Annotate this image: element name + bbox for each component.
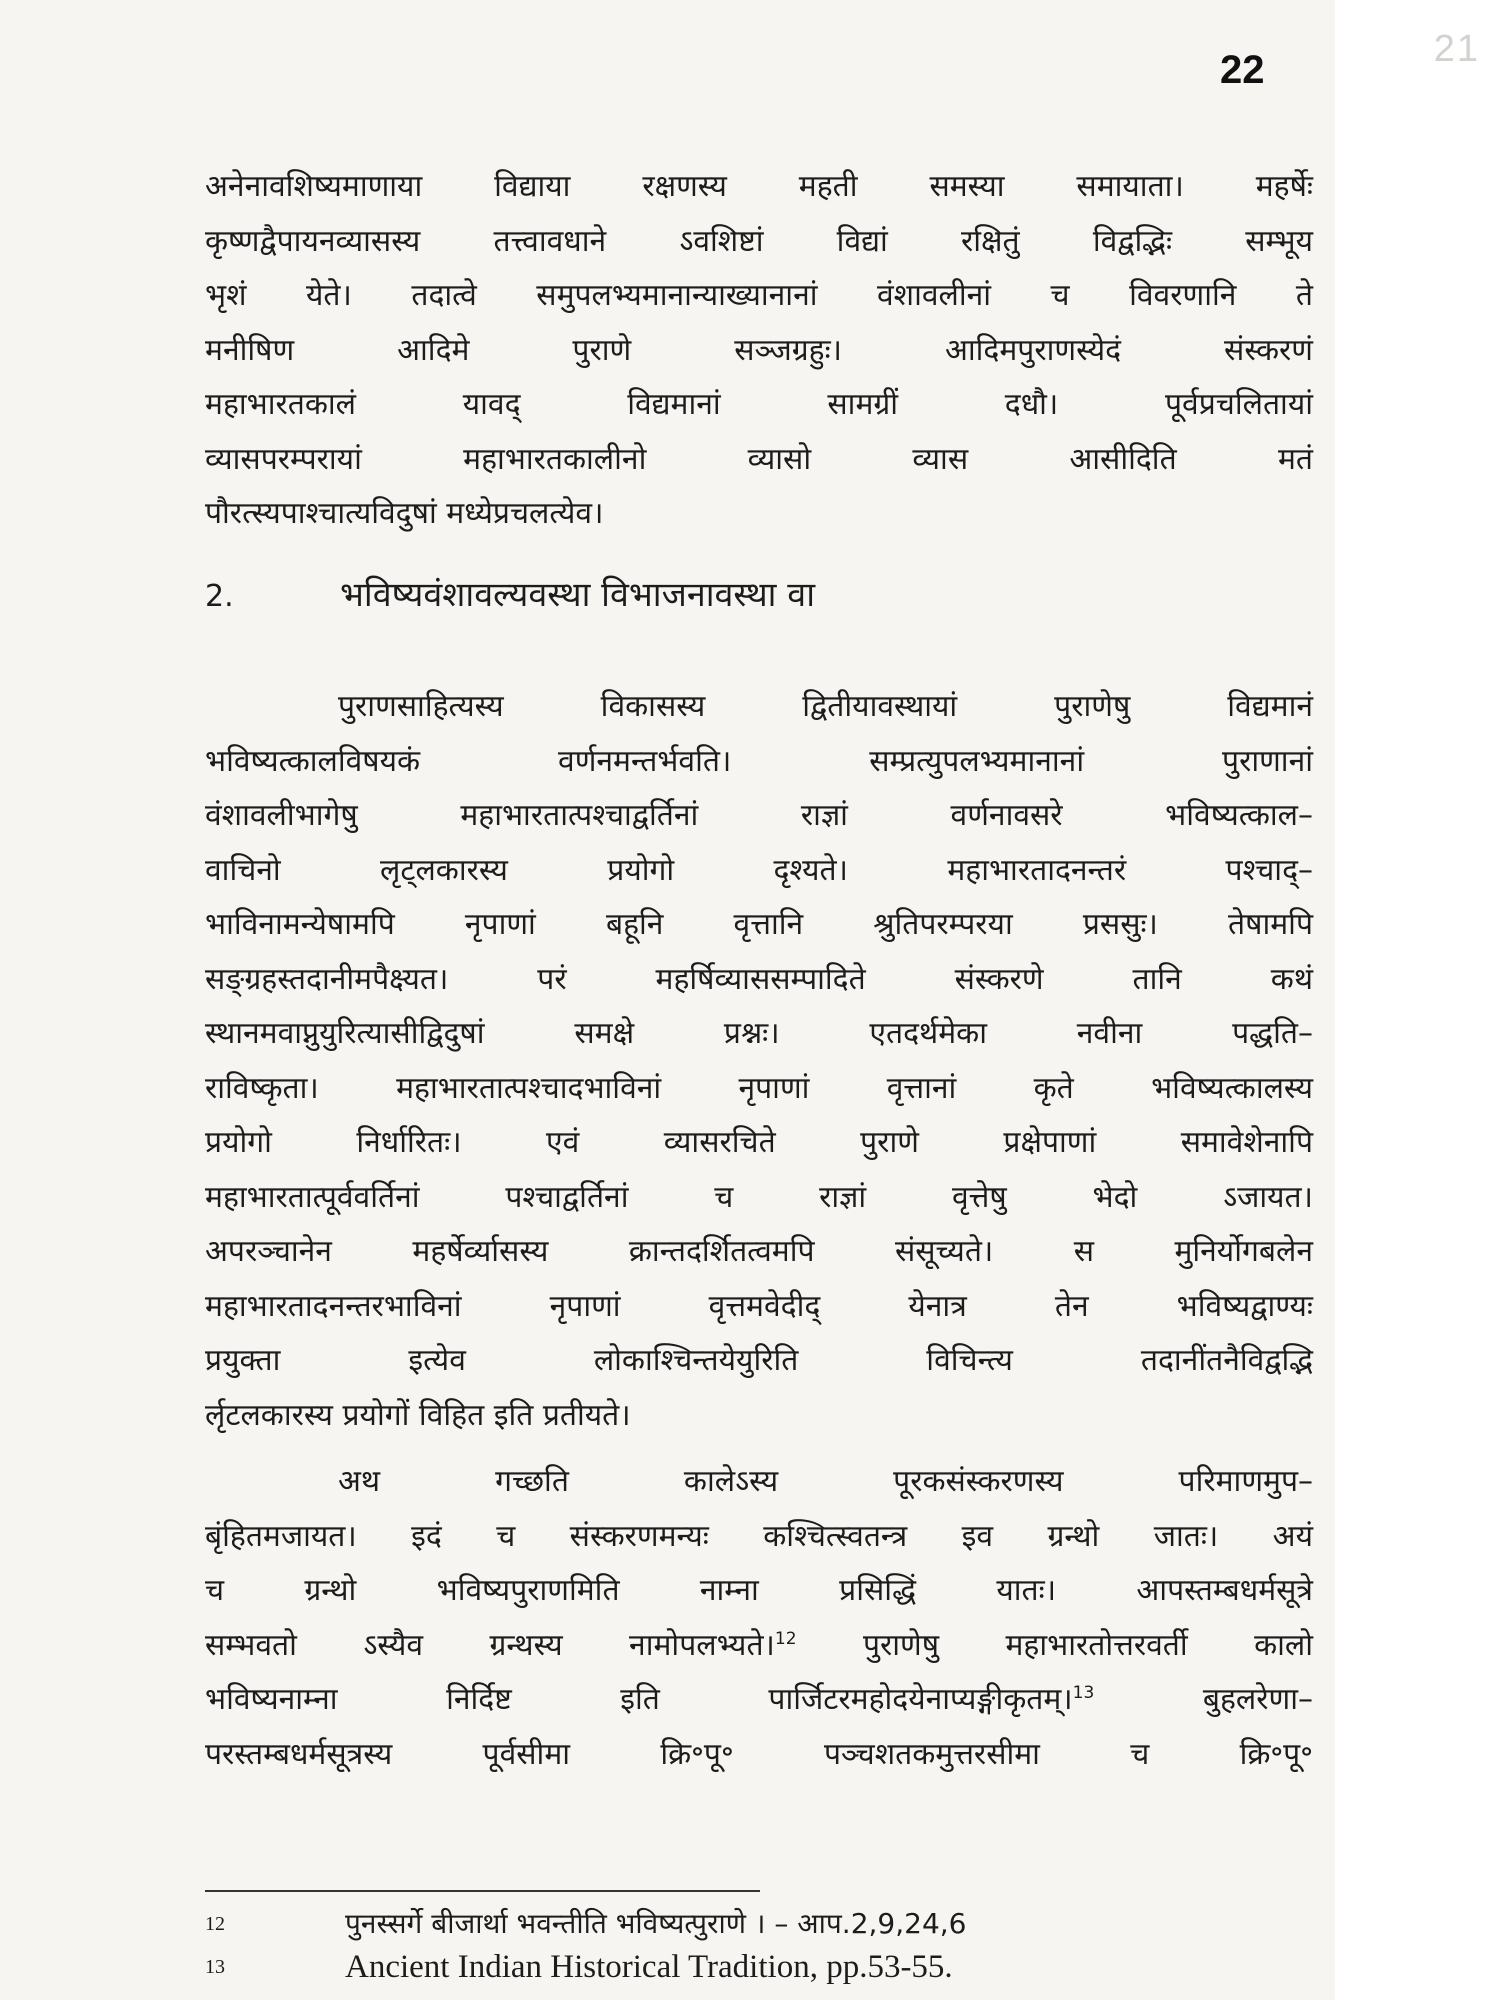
footnote-text: Ancient Indian Historical Tradition, pp.53-55. — [345, 1949, 953, 1985]
footnote-ref-12: 12 — [774, 1628, 797, 1649]
paragraph-1-line: भृशं येते। तदात्वे समुपलभ्यमानान्याख्यानानां वंशावलीनां च विवरणानि ते — [205, 278, 1313, 313]
paragraph-1 — [205, 160, 1313, 542]
paragraph-2-line: महाभारतात्पूर्ववर्तिनां पश्चाद्वर्तिनां च राज्ञां वृत्तेषु भेदो ऽजायत। — [205, 1179, 1313, 1215]
text-run: बुहलरेणा– — [1094, 1682, 1313, 1717]
text-run: भविष्यनाम्ना निर्दिष्ट इति पार्जिटरमहोदयेनाप्यङ्गीकृतम्। — [205, 1682, 1073, 1717]
paragraph-3-line — [205, 1619, 1313, 1674]
paragraph-2-line: राविष्कृता। महाभारतात्पश्चादभाविनां नृपाणां वृत्तानां कृते भविष्यत्कालस्य — [205, 1070, 1313, 1106]
footnote-13 — [205, 1947, 1305, 1988]
paragraph-3-line: परस्तम्बधर्मसूत्रस्य पूर्वसीमा क्रि॰पू॰ पञ्चशतकमुत्तरसीमा च क्रि॰पू॰ — [205, 1736, 1313, 1772]
paragraph-2-line: प्रयुक्ता इत्येव लोकाश्चिन्तयेयुरिति विचिन्त्य तदानींतनैविद्वद्भि — [205, 1343, 1313, 1378]
paragraph-3-line — [205, 1673, 1313, 1728]
section-heading — [205, 565, 815, 627]
paragraph-2-line: स्थानमवाप्नुयुरित्यासीद्विदुषां समक्षे प्रश्नः। एतदर्थमेका नवीना पद्धति– — [205, 1016, 1313, 1051]
paragraph-2-line: सङ्ग्रहस्तदानीमपैक्ष्यत। परं महर्षिव्याससम्पादिते संस्करणे तानि कथं — [205, 961, 1313, 997]
paragraph-3-line: अथ गच्छति कालेऽस्य पूरकसंस्करणस्य परिमाणमुप– — [338, 1464, 1313, 1499]
footnote-number: 13 — [205, 1956, 225, 1978]
paragraph-1-line: कृष्णद्वैपायनव्यासस्य तत्त्वावधाने ऽवशिष्टां विद्यां रक्षितुं विद्वद्भिः सम्भूय — [205, 223, 1313, 259]
paragraph-2-line: अपरञ्चानेन महर्षेर्व्यासस्य क्रान्तदर्शितत्वमपि संसूच्यते। स मुनिर्योगबलेन — [205, 1234, 1313, 1269]
paragraph-2-line: वाचिनो लृट्लकारस्य प्रयोगो दृश्यते। महाभारतादनन्तरं पश्चाद्– — [205, 852, 1313, 888]
paragraph-2-line: महाभारतादनन्तरभाविनां नृपाणां वृत्तमवेदीद् येनात्र तेन भविष्यद्वाण्यः — [205, 1288, 1313, 1324]
paragraph-1-line: व्यासपरम्परायां महाभारतकालीनो व्यासो व्यास आसीदिति मतं — [205, 441, 1313, 477]
paragraph-1-line: मनीषिण आदिमे पुराणे सञ्जग्रहुः। आदिमपुराणस्येदं संस्करणं — [205, 332, 1313, 368]
paragraph-2-line: प्रयोगो निर्धारितः। एवं व्यासरचिते पुराणे प्रक्षेपाणां समावेशेनापि — [205, 1125, 1313, 1160]
section-title: भविष्यवंशावल्यवस्था विभाजनावस्था वा — [340, 575, 816, 615]
page-margin — [1335, 0, 1500, 2000]
footnote-divider — [205, 1890, 760, 1892]
footnote-12 — [205, 1904, 1305, 1944]
paragraph-3-line: बृंहितमजायत। इदं च संस्करणमन्यः कश्चित्स्वतन्त्र इव ग्रन्थो जातः। अयं — [205, 1518, 1313, 1554]
paragraph-1-line: महाभारतकालं यावद् विद्यमानां सामग्रीं दधौ। पूर्वप्रचलितायां — [205, 387, 1313, 422]
text-run: पुराणेषु महाभारतोत्तरवर्ती कालो — [796, 1627, 1313, 1663]
footnote-ref-13: 13 — [1072, 1683, 1095, 1703]
section-number: 2. — [205, 579, 234, 614]
footnote-text: पुनस्सर्गे बीजार्था भवन्तीति भविष्यत्पुराणे । – आप.2,9,24,6 — [345, 1907, 967, 1940]
paragraph-1-line: पौरत्स्यपाश्चात्यविदुषां मध्येप्रचलत्येव। — [205, 496, 604, 531]
paragraph-1-line: अनेनावशिष्यमाणाया विद्याया रक्षणस्य महती समस्या समायाता। महर्षेः — [205, 169, 1313, 204]
paragraph-2-line: भविष्यत्कालविषयकं वर्णनमन्तर्भवति। सम्प्रत्युपलभ्यमानानां पुराणानां — [205, 743, 1313, 779]
paragraph-2-line: र्लृटलकारस्य प्रयोगों विहित इति प्रतीयते। — [205, 1397, 631, 1433]
bleed-through-page-number: 21 — [1433, 28, 1480, 70]
paragraph-3-line: च ग्रन्थो भविष्यपुराणमिति नाम्ना प्रसिद्धिं यातः। आपस्तम्बधर्मसूत्रे — [205, 1573, 1313, 1608]
footnote-number: 12 — [205, 1913, 225, 1935]
text-run: सम्भवतो ऽस्यैव ग्रन्थस्य नामोपलभ्यते। — [205, 1627, 775, 1663]
paragraph-2 — [205, 680, 1313, 1443]
paragraph-2-line: भाविनामन्येषामपि नृपाणां बहूनि वृत्तानि श्रुतिपरम्परया प्रससुः। तेषामपि — [205, 907, 1313, 942]
paragraph-3 — [205, 1455, 1313, 1782]
paragraph-2-line: वंशावलीभागेषु महाभारतात्पश्चाद्वर्तिनां राज्ञां वर्णनावसरे भविष्यत्काल– — [205, 798, 1313, 833]
paragraph-2-line: पुराणसाहित्यस्य विकासस्य द्वितीयावस्थायां पुराणेषु विद्यमानं — [338, 689, 1313, 724]
page-number: 22 — [1220, 48, 1265, 92]
